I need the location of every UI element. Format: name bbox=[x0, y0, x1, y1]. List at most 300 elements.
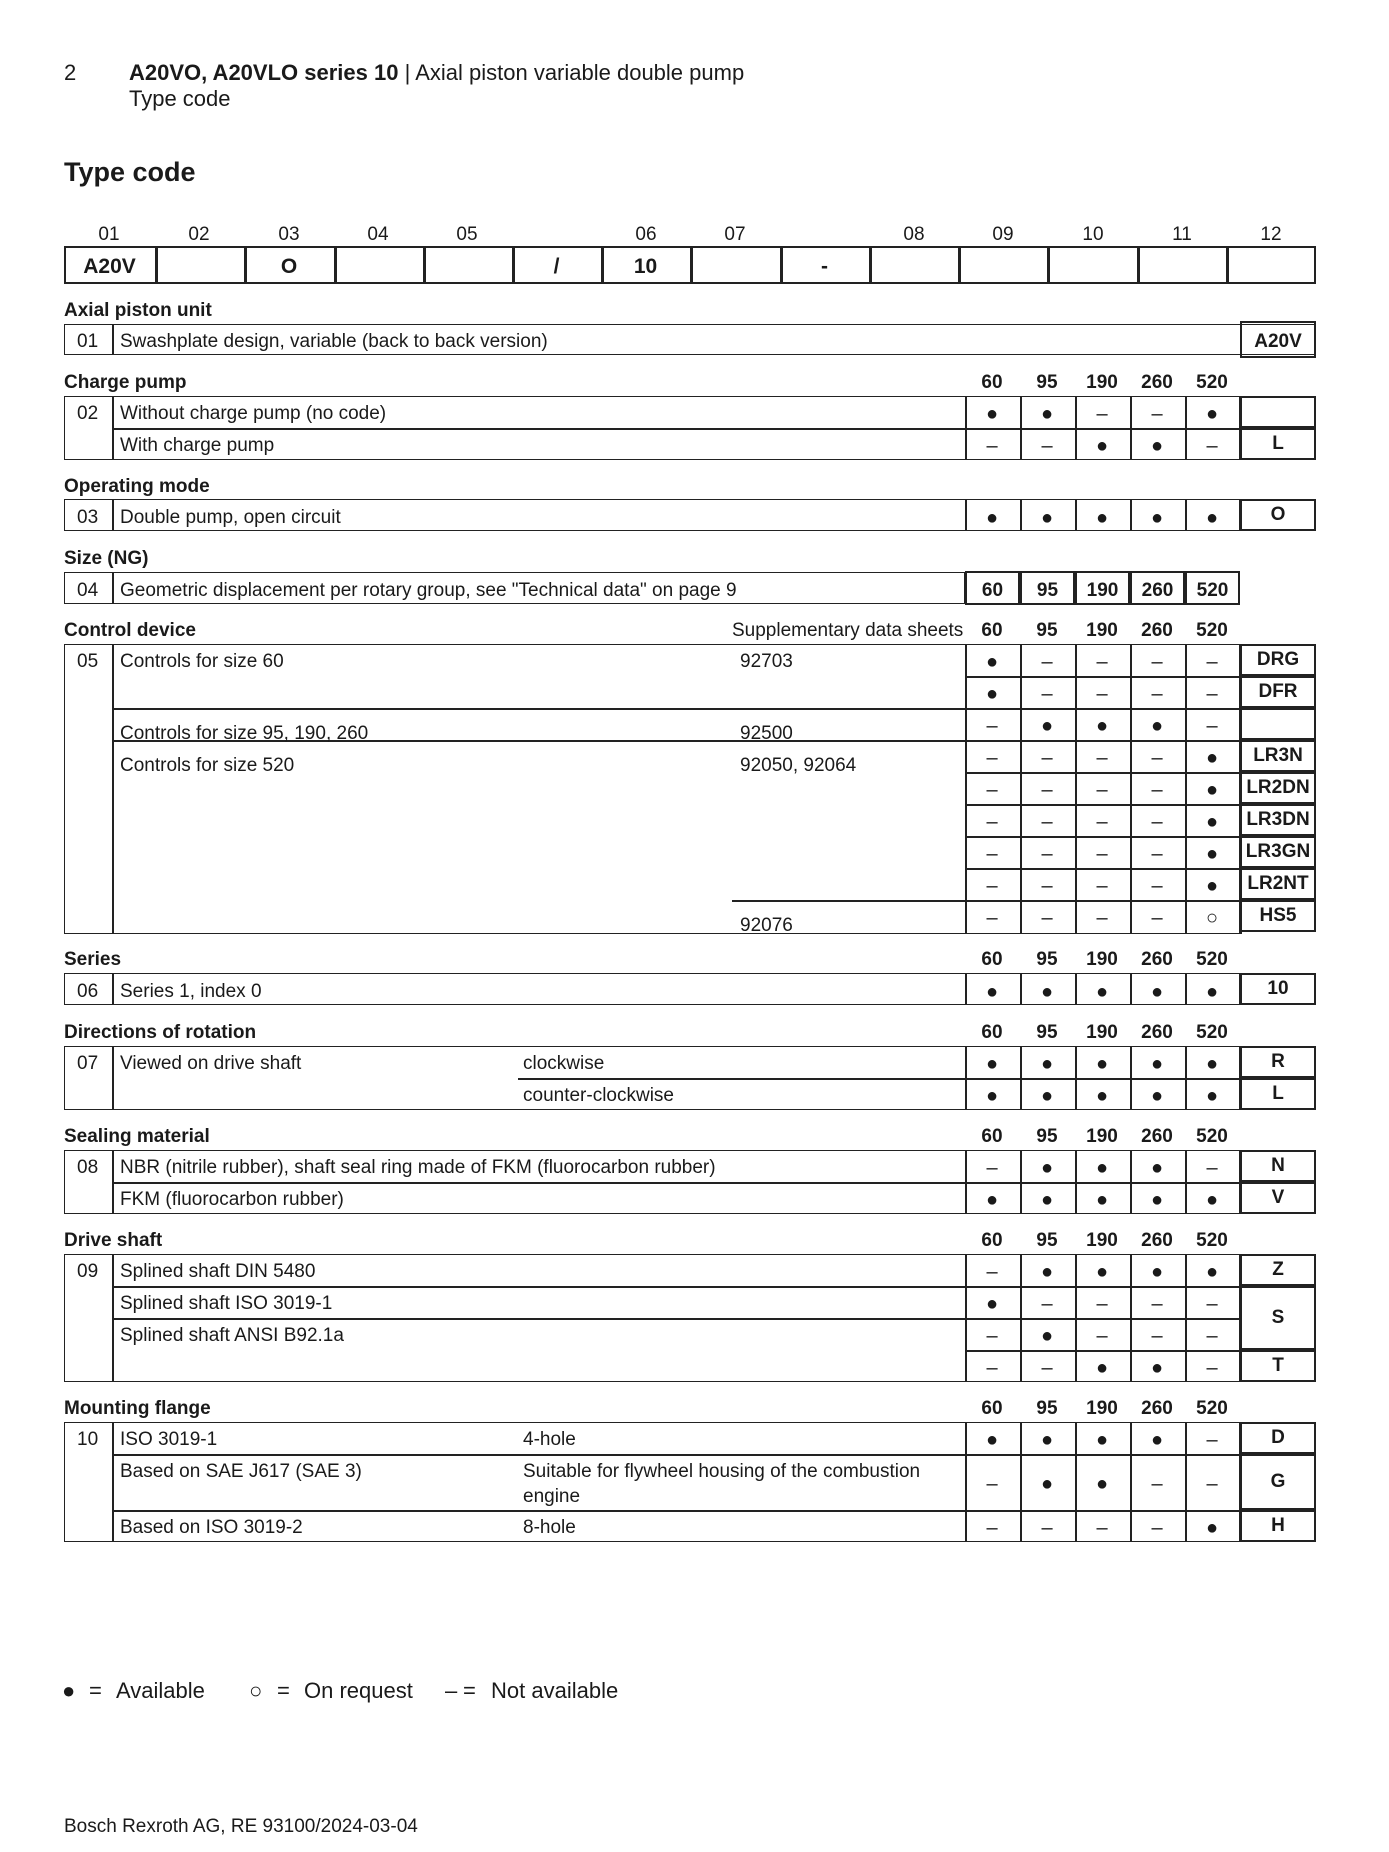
availability-mark: – bbox=[986, 747, 998, 769]
rotation-number: 07 bbox=[77, 1053, 99, 1074]
row-divider bbox=[965, 1350, 1240, 1352]
type-code-divider bbox=[1137, 246, 1140, 284]
page-number: 2 bbox=[64, 60, 77, 85]
availability-mark: – bbox=[1151, 1325, 1163, 1347]
control-size-260: 260 bbox=[1141, 620, 1173, 641]
charge-size-60: 60 bbox=[981, 372, 1003, 393]
availability-mark: ● bbox=[985, 981, 999, 1003]
availability-mark: ● bbox=[1040, 403, 1054, 425]
availability-mark: – bbox=[1151, 907, 1163, 929]
sealing-code: V bbox=[1271, 1187, 1285, 1208]
position-number-01: 01 bbox=[98, 224, 120, 245]
availability-mark: ● bbox=[985, 507, 999, 529]
size-column-divider bbox=[1020, 973, 1022, 1005]
size-column-divider bbox=[965, 644, 967, 934]
availability-mark: ● bbox=[1040, 1473, 1054, 1495]
availability-mark: – bbox=[1151, 811, 1163, 833]
availability-mark: ● bbox=[1095, 1473, 1109, 1495]
section-title: Type code bbox=[64, 157, 196, 187]
sealing-size-60: 60 bbox=[981, 1126, 1003, 1147]
row-divider bbox=[112, 708, 1240, 710]
availability-mark: – bbox=[986, 1261, 998, 1283]
availability-mark: ○ bbox=[1205, 907, 1219, 929]
size-code-95: 95 bbox=[1036, 580, 1059, 601]
availability-mark: – bbox=[986, 715, 998, 737]
size-code-260: 260 bbox=[1141, 580, 1174, 601]
availability-mark: – bbox=[1151, 1293, 1163, 1315]
availability-mark: ● bbox=[1150, 1189, 1164, 1211]
rotation-direction: counter-clockwise bbox=[523, 1085, 674, 1106]
availability-mark: ● bbox=[1205, 1053, 1219, 1075]
availability-mark: ● bbox=[1150, 1085, 1164, 1107]
availability-mark: – bbox=[1041, 811, 1053, 833]
control-code: HS5 bbox=[1259, 905, 1297, 926]
type-code-divider bbox=[869, 246, 872, 284]
availability-mark: – bbox=[1096, 779, 1108, 801]
control-title: Control device bbox=[64, 620, 196, 641]
shaft-size-520: 520 bbox=[1196, 1230, 1228, 1251]
position-number-03: 03 bbox=[278, 224, 300, 245]
size-column-divider bbox=[965, 499, 967, 531]
legend-not-available: Not available bbox=[491, 1678, 619, 1703]
availability-mark: ● bbox=[985, 683, 999, 705]
availability-mark: – bbox=[1206, 715, 1218, 737]
availability-mark: – bbox=[1096, 1325, 1108, 1347]
legend-na-symbol: – bbox=[445, 1678, 458, 1703]
size-column-divider bbox=[1130, 644, 1132, 934]
charge-size-95: 95 bbox=[1036, 372, 1058, 393]
document-title bbox=[129, 62, 744, 84]
legend-request-equals: = bbox=[277, 1678, 290, 1703]
supplementary-sheet-number: 92076 bbox=[740, 915, 793, 936]
row-divider bbox=[112, 428, 1240, 430]
sealing-number: 08 bbox=[77, 1157, 99, 1178]
size-column-divider bbox=[965, 973, 967, 1005]
sealing-size-95: 95 bbox=[1036, 1126, 1058, 1147]
availability-mark: ● bbox=[1040, 1085, 1054, 1107]
availability-mark: ● bbox=[1205, 403, 1219, 425]
availability-mark: ● bbox=[1150, 715, 1164, 737]
control-size-190: 190 bbox=[1086, 620, 1118, 641]
control-size-60: 60 bbox=[981, 620, 1003, 641]
control-size-520: 520 bbox=[1196, 620, 1228, 641]
availability-mark: – bbox=[1041, 1293, 1053, 1315]
control-group-description: Controls for size 520 bbox=[120, 755, 295, 776]
availability-mark: ● bbox=[1095, 1189, 1109, 1211]
availability-mark: ● bbox=[985, 1293, 999, 1315]
availability-mark: ● bbox=[1040, 1189, 1054, 1211]
control-size-95: 95 bbox=[1036, 620, 1058, 641]
availability-mark: – bbox=[1151, 403, 1163, 425]
availability-mark: – bbox=[986, 1325, 998, 1347]
flange-code-D: D bbox=[1271, 1427, 1285, 1448]
control-code: LR2DN bbox=[1246, 777, 1310, 798]
availability-mark: ● bbox=[1095, 1261, 1109, 1283]
shaft-title: Drive shaft bbox=[64, 1230, 163, 1251]
size-column-divider bbox=[1185, 1422, 1187, 1542]
series-size-95: 95 bbox=[1036, 949, 1058, 970]
flange-description: Based on ISO 3019-2 bbox=[120, 1517, 303, 1538]
availability-mark: – bbox=[1096, 875, 1108, 897]
flange-holes: 4-hole bbox=[523, 1429, 576, 1450]
availability-mark: ● bbox=[1205, 811, 1219, 833]
availability-mark: ● bbox=[1040, 715, 1054, 737]
availability-mark: ● bbox=[1095, 1053, 1109, 1075]
availability-mark: ● bbox=[1095, 507, 1109, 529]
row-divider bbox=[732, 900, 965, 902]
shaft-size-95: 95 bbox=[1036, 1230, 1058, 1251]
availability-mark: ● bbox=[1150, 435, 1164, 457]
number-column-divider bbox=[112, 1422, 114, 1542]
availability-mark: ● bbox=[1095, 1157, 1109, 1179]
type-code-divider bbox=[334, 246, 337, 284]
rotation-direction: clockwise bbox=[523, 1053, 605, 1074]
flange-size-190: 190 bbox=[1086, 1398, 1118, 1419]
supplementary-header: Supplementary data sheets bbox=[732, 620, 964, 641]
availability-mark: ● bbox=[1040, 1429, 1054, 1451]
availability-mark: – bbox=[1041, 875, 1053, 897]
flange-note: Suitable for flywheel housing of the combustion bbox=[523, 1461, 921, 1482]
number-column-divider bbox=[112, 1046, 114, 1110]
document-subtitle: Type code bbox=[129, 86, 231, 111]
size-column-divider bbox=[1130, 973, 1132, 1005]
control-code: DRG bbox=[1256, 649, 1300, 670]
availability-mark: – bbox=[1151, 683, 1163, 705]
availability-mark: ● bbox=[1205, 843, 1219, 865]
control-code: LR3GN bbox=[1245, 841, 1311, 862]
size-title: Size (NG) bbox=[64, 548, 149, 569]
availability-mark: – bbox=[986, 1157, 998, 1179]
row-divider bbox=[965, 836, 1240, 838]
availability-mark: – bbox=[1206, 1357, 1218, 1379]
size-code-520: 520 bbox=[1196, 580, 1229, 601]
flange-number: 10 bbox=[77, 1429, 99, 1450]
availability-mark: ● bbox=[1095, 1357, 1109, 1379]
availability-mark: – bbox=[1041, 907, 1053, 929]
rotation-size-520: 520 bbox=[1196, 1022, 1228, 1043]
availability-mark: – bbox=[1206, 1325, 1218, 1347]
axial-code: A20V bbox=[1254, 331, 1302, 352]
position-number-08: 08 bbox=[903, 224, 925, 245]
availability-mark: – bbox=[1096, 843, 1108, 865]
control-code: LR3DN bbox=[1246, 809, 1310, 830]
availability-mark: ● bbox=[1205, 1261, 1219, 1283]
legend-available-symbol: ● bbox=[62, 1678, 76, 1703]
availability-mark: ● bbox=[985, 651, 999, 673]
availability-mark: – bbox=[1041, 843, 1053, 865]
sealing-description: FKM (fluorocarbon rubber) bbox=[120, 1189, 344, 1210]
size-column-divider bbox=[1075, 499, 1077, 531]
availability-mark: ● bbox=[1205, 875, 1219, 897]
charge-code-blank-box bbox=[1240, 396, 1316, 428]
row-divider bbox=[965, 676, 1240, 678]
availability-mark: ● bbox=[1095, 715, 1109, 737]
availability-mark: ● bbox=[1040, 1261, 1054, 1283]
availability-mark: – bbox=[986, 779, 998, 801]
availability-mark: – bbox=[1151, 747, 1163, 769]
axial-number: 01 bbox=[77, 331, 99, 352]
charge-row-description: With charge pump bbox=[120, 435, 275, 456]
sealing-size-520: 520 bbox=[1196, 1126, 1228, 1147]
sealing-size-260: 260 bbox=[1141, 1126, 1173, 1147]
legend-available-equals: = bbox=[89, 1678, 102, 1703]
row-divider bbox=[112, 1286, 1240, 1288]
availability-mark: – bbox=[1096, 1293, 1108, 1315]
size-column-divider bbox=[1130, 499, 1132, 531]
charge-title: Charge pump bbox=[64, 372, 187, 393]
availability-mark: – bbox=[1151, 875, 1163, 897]
flange-size-260: 260 bbox=[1141, 1398, 1173, 1419]
legend-na-equals: = bbox=[463, 1678, 476, 1703]
row-divider bbox=[965, 772, 1240, 774]
control-code: LR3N bbox=[1253, 745, 1303, 766]
shaft-size-260: 260 bbox=[1141, 1230, 1173, 1251]
availability-mark: ● bbox=[1150, 1357, 1164, 1379]
availability-mark: – bbox=[986, 435, 998, 457]
availability-mark: ● bbox=[985, 403, 999, 425]
title-separator: | bbox=[404, 60, 411, 85]
availability-mark: – bbox=[1041, 1517, 1053, 1539]
availability-mark: – bbox=[1151, 1517, 1163, 1539]
size-column-divider bbox=[965, 1422, 967, 1542]
availability-mark: – bbox=[986, 875, 998, 897]
rotation-code: R bbox=[1271, 1051, 1285, 1072]
position-number-09: 09 bbox=[992, 224, 1014, 245]
supplementary-sheet-number: 92500 bbox=[740, 723, 793, 744]
availability-mark: ● bbox=[1205, 779, 1219, 801]
row-divider bbox=[112, 1182, 1240, 1184]
size-column-divider bbox=[1185, 499, 1187, 531]
supplementary-sheet-number: 92703 bbox=[740, 651, 793, 672]
size-column-divider bbox=[1020, 1422, 1022, 1542]
shaft-code-T: T bbox=[1272, 1355, 1284, 1376]
availability-mark: – bbox=[1206, 1157, 1218, 1179]
availability-mark: ● bbox=[1205, 981, 1219, 1003]
rotation-size-190: 190 bbox=[1086, 1022, 1118, 1043]
availability-mark: – bbox=[1096, 651, 1108, 673]
shaft-size-60: 60 bbox=[981, 1230, 1003, 1251]
rotation-size-60: 60 bbox=[981, 1022, 1003, 1043]
flange-note-cont: engine bbox=[523, 1486, 581, 1507]
flange-title: Mounting flange bbox=[64, 1398, 211, 1419]
shaft-number: 09 bbox=[77, 1261, 99, 1282]
availability-mark: – bbox=[1096, 1517, 1108, 1539]
row-divider bbox=[112, 1454, 1240, 1456]
availability-mark: – bbox=[986, 811, 998, 833]
supplementary-sheet-number: 92050, 92064 bbox=[740, 755, 857, 776]
availability-mark: – bbox=[1041, 683, 1053, 705]
size-number: 04 bbox=[77, 580, 99, 601]
flange-description: ISO 3019-1 bbox=[120, 1429, 218, 1450]
flange-holes: 8-hole bbox=[523, 1517, 576, 1538]
series-size-190: 190 bbox=[1086, 949, 1118, 970]
charge-code-L: L bbox=[1272, 433, 1284, 454]
availability-mark: – bbox=[1206, 1473, 1218, 1495]
sealing-code: N bbox=[1271, 1155, 1285, 1176]
sealing-size-190: 190 bbox=[1086, 1126, 1118, 1147]
row-divider bbox=[965, 900, 1240, 902]
availability-mark: ● bbox=[1150, 981, 1164, 1003]
sealing-description: NBR (nitrile rubber), shaft seal ring made of FKM (fluorocarbon rubber) bbox=[120, 1157, 716, 1178]
rotation-description: Viewed on drive shaft bbox=[120, 1053, 302, 1074]
availability-mark: – bbox=[1206, 1429, 1218, 1451]
legend-on-request: On request bbox=[304, 1678, 413, 1703]
type-code-cell: - bbox=[821, 255, 828, 278]
availability-mark: – bbox=[1041, 651, 1053, 673]
flange-code-G: G bbox=[1270, 1471, 1286, 1492]
position-number-02: 02 bbox=[188, 224, 210, 245]
legend-request-symbol: ○ bbox=[249, 1678, 263, 1703]
flange-size-95: 95 bbox=[1036, 1398, 1058, 1419]
type-code-cell: A20V bbox=[83, 255, 136, 278]
number-column-divider bbox=[112, 644, 114, 934]
availability-mark: ● bbox=[1040, 981, 1054, 1003]
type-code-divider bbox=[423, 246, 426, 284]
series-size-60: 60 bbox=[981, 949, 1003, 970]
series-description: Series 1, index 0 bbox=[120, 981, 262, 1002]
series-title: Series bbox=[64, 949, 122, 970]
availability-mark: ● bbox=[1150, 1157, 1164, 1179]
availability-mark: – bbox=[986, 907, 998, 929]
opmode-description: Double pump, open circuit bbox=[120, 507, 341, 528]
availability-mark: – bbox=[1096, 747, 1108, 769]
availability-mark: – bbox=[1041, 747, 1053, 769]
availability-mark: – bbox=[986, 1517, 998, 1539]
position-number-06: 06 bbox=[635, 224, 657, 245]
row-divider bbox=[112, 1510, 1240, 1512]
availability-mark: ● bbox=[985, 1085, 999, 1107]
availability-mark: – bbox=[1206, 683, 1218, 705]
type-code-divider bbox=[155, 246, 158, 284]
control-group-description: Controls for size 95, 190, 260 bbox=[120, 723, 369, 744]
availability-mark: ● bbox=[1040, 507, 1054, 529]
availability-mark: ● bbox=[985, 1429, 999, 1451]
number-column-divider bbox=[112, 973, 114, 1005]
title-bold: A20VO, A20VLO series 10 bbox=[129, 60, 399, 85]
legend-available: Available bbox=[116, 1678, 205, 1703]
availability-mark: ● bbox=[1205, 747, 1219, 769]
availability-mark: – bbox=[1151, 843, 1163, 865]
charge-size-520: 520 bbox=[1196, 372, 1228, 393]
flange-description: Based on SAE J617 (SAE 3) bbox=[120, 1461, 362, 1482]
control-code-box bbox=[1240, 708, 1316, 740]
availability-mark: ● bbox=[1150, 1053, 1164, 1075]
rotation-title: Directions of rotation bbox=[64, 1022, 257, 1043]
type-code-cell: / bbox=[553, 255, 560, 278]
size-column-divider bbox=[1075, 1422, 1077, 1542]
number-column-divider bbox=[112, 499, 114, 531]
size-column-divider bbox=[1185, 973, 1187, 1005]
availability-mark: ● bbox=[1205, 507, 1219, 529]
position-number-11: 11 bbox=[1172, 224, 1192, 245]
availability-mark: – bbox=[1151, 651, 1163, 673]
axial-description: Swashplate design, variable (back to back version) bbox=[120, 331, 548, 352]
availability-mark: – bbox=[1041, 1357, 1053, 1379]
size-code-60: 60 bbox=[981, 580, 1004, 601]
type-code-divider bbox=[690, 246, 693, 284]
rotation-code: L bbox=[1272, 1083, 1284, 1104]
type-code-cell: 10 bbox=[633, 255, 658, 278]
series-size-520: 520 bbox=[1196, 949, 1228, 970]
availability-mark: ● bbox=[1040, 1325, 1054, 1347]
size-column-divider bbox=[1075, 973, 1077, 1005]
availability-mark: ● bbox=[985, 1189, 999, 1211]
shaft-code-S: S bbox=[1271, 1307, 1285, 1328]
flange-size-520: 520 bbox=[1196, 1398, 1228, 1419]
control-code: DFR bbox=[1258, 681, 1298, 702]
series-code: 10 bbox=[1267, 978, 1289, 999]
column-divider bbox=[112, 572, 114, 604]
opmode-code: O bbox=[1270, 504, 1286, 525]
availability-mark: ● bbox=[1150, 507, 1164, 529]
opmode-number: 03 bbox=[77, 507, 99, 528]
sealing-title: Sealing material bbox=[64, 1126, 210, 1147]
availability-mark: ● bbox=[1040, 1053, 1054, 1075]
availability-mark: – bbox=[1151, 1473, 1163, 1495]
shaft-description: Splined shaft ISO 3019-1 bbox=[120, 1293, 333, 1314]
shaft-description: Splined shaft ANSI B92.1a bbox=[120, 1325, 344, 1346]
position-number-04: 04 bbox=[367, 224, 389, 245]
availability-mark: – bbox=[1206, 651, 1218, 673]
availability-mark: – bbox=[1206, 1293, 1218, 1315]
flange-code-H: H bbox=[1271, 1515, 1285, 1536]
availability-mark: ● bbox=[1205, 1189, 1219, 1211]
row-divider bbox=[112, 1318, 1240, 1320]
availability-mark: – bbox=[1096, 403, 1108, 425]
shaft-size-190: 190 bbox=[1086, 1230, 1118, 1251]
position-number-10: 10 bbox=[1082, 224, 1104, 245]
position-number-05: 05 bbox=[456, 224, 478, 245]
number-column-divider bbox=[112, 324, 114, 355]
availability-mark: ● bbox=[985, 1053, 999, 1075]
type-code-cell: O bbox=[280, 255, 298, 278]
axial-title: Axial piston unit bbox=[64, 300, 212, 321]
control-group-description: Controls for size 60 bbox=[120, 651, 284, 672]
availability-mark: – bbox=[1151, 779, 1163, 801]
availability-mark: ● bbox=[1205, 1085, 1219, 1107]
availability-mark: – bbox=[986, 1357, 998, 1379]
availability-mark: ● bbox=[1150, 1261, 1164, 1283]
rotation-size-95: 95 bbox=[1036, 1022, 1058, 1043]
charge-size-190: 190 bbox=[1086, 372, 1118, 393]
position-number-07: 07 bbox=[724, 224, 746, 245]
shaft-code-Z: Z bbox=[1272, 1259, 1284, 1280]
type-code-divider bbox=[1047, 246, 1050, 284]
position-number-12: 12 bbox=[1260, 224, 1282, 245]
availability-mark: – bbox=[1041, 779, 1053, 801]
size-column-divider bbox=[1075, 644, 1077, 934]
control-code: LR2NT bbox=[1247, 873, 1309, 894]
type-code-divider bbox=[958, 246, 961, 284]
availability-mark: – bbox=[1096, 907, 1108, 929]
availability-mark: – bbox=[1206, 435, 1218, 457]
size-description: Geometric displacement per rotary group, see "Technical data" on page 9 bbox=[120, 580, 737, 601]
availability-mark: – bbox=[986, 1473, 998, 1495]
size-code-190: 190 bbox=[1086, 580, 1119, 601]
charge-size-260: 260 bbox=[1141, 372, 1173, 393]
availability-mark: ● bbox=[1205, 1517, 1219, 1539]
charge-number: 02 bbox=[77, 403, 99, 424]
title-rest: Axial piston variable double pump bbox=[415, 60, 745, 85]
opmode-title: Operating mode bbox=[64, 476, 210, 497]
type-code-divider bbox=[1226, 246, 1229, 284]
series-number: 06 bbox=[77, 981, 99, 1002]
availability-mark: ● bbox=[1095, 1085, 1109, 1107]
availability-mark: ● bbox=[1095, 981, 1109, 1003]
row-divider bbox=[965, 868, 1240, 870]
series-size-260: 260 bbox=[1141, 949, 1173, 970]
availability-mark: ● bbox=[1095, 435, 1109, 457]
